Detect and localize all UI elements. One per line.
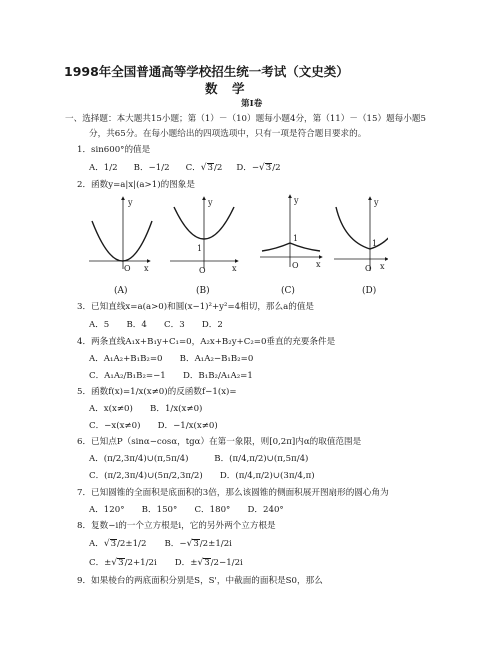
q1-stem: 1．sin600°的值是 — [77, 145, 151, 155]
q8-option-b: B．−√3/2±1/2i — [164, 539, 232, 549]
q2-label-c: (C) — [281, 286, 295, 296]
q8-option-a: A．√3/2±1/2 — [89, 539, 147, 549]
q2-graph-b-x-label: x — [232, 264, 237, 273]
volume-label: 第Ⅰ卷 — [241, 99, 263, 109]
q2-graph-b-one: 1 — [197, 244, 203, 253]
instructions-line-1: 一、选择题：本大题共15小题；第（1）－（10）题每小题4分，第（11）－（15）题每小题5 — [65, 114, 426, 124]
q6-options-line-1: A．(π/2,3π/4)∪(π,5π/4) B．(π/4,π/2)∪(π,5π/4) — [89, 454, 309, 464]
q2-graph-d-y-label: y — [374, 198, 379, 207]
q1-options — [89, 163, 281, 174]
q2-graph-c — [260, 195, 322, 296]
q2-graph-options — [88, 193, 388, 298]
q9-stem: 9．如果棱台的两底面积分别是S，S'，中截面的面积是S0，那么 — [77, 576, 323, 586]
q2-graph-d-x-label: x — [380, 262, 385, 271]
q1-option-c: C．√3/2 — [185, 163, 223, 173]
q2-graph-a-origin: O — [124, 264, 131, 273]
q5-options-line-2: C．−x(x≠0) D．−1/x(x≠0) — [89, 421, 218, 431]
q2-graph-b-y-label: y — [208, 198, 213, 207]
q3-options: A．5 B．4 C．3 D．2 — [89, 320, 223, 330]
q5-stem: 5．函数f(x)=1/x(x≠0)的反函数f−1(x)= — [77, 387, 237, 397]
q2-stem: 2．函数y=a|x|(a>1)的图象是 — [77, 180, 195, 190]
instructions-line-2: 分，共65分。在每小题给出的四项选项中，只有一项是符合题目要求的。 — [89, 129, 367, 139]
q3-stem: 3．已知直线x=a(a>0)和圆(x−1)²+y²=4相切，那么a的值是 — [77, 302, 315, 312]
q2-graph-c-x-label: x — [316, 260, 321, 269]
q8-option-c: C．±√3/2+1/2i — [89, 558, 157, 568]
q2-label-b: (B) — [196, 286, 210, 296]
subject-heading: 数 学 — [205, 81, 246, 96]
exam-title: 1998年全国普通高等学校招生统一考试（文史类） — [64, 64, 349, 79]
q4-options-line-2: C．A₁A₂/B₁B₂=−1 D．B₁B₂/A₁A₂=1 — [89, 371, 253, 381]
q8-options-line-1 — [89, 539, 232, 550]
q6-stem: 6．已知点P（sinα−cosα，tgα）在第一象限，则[0,2π]内α的取值范围是 — [77, 437, 362, 447]
q6-options-line-2: C．(π/2,3π/4)∪(5π/2,3π/2) D．(π/4,π/2)∪(3π/4,π) — [89, 471, 315, 481]
q2-graph-b-origin: O — [199, 266, 206, 275]
q2-label-a: (A) — [114, 286, 128, 296]
q2-graph-d-one: 1 — [372, 239, 378, 248]
q4-options-line-1: A．A₁A₂+B₁B₂=0 B．A₁A₂−B₁B₂=0 — [89, 354, 254, 364]
q2-graph-b — [170, 197, 238, 296]
q2-graph-a — [89, 197, 152, 296]
q2-label-d: (D) — [362, 286, 377, 296]
q8-stem: 8．复数−i的一个立方根是i，它的另外两个立方根是 — [77, 521, 276, 531]
q5-options-line-1: A．x(x≠0) B．1/x(x≠0) — [89, 404, 203, 414]
q1-option-b: B．−1/2 — [133, 163, 170, 173]
q2-graph-c-y-label: y — [294, 196, 299, 205]
q2-graph-a-y-label: y — [128, 198, 133, 207]
q2-graph-d — [334, 197, 388, 296]
q8-option-d: D．±√3/2−1/2i — [174, 558, 243, 568]
q7-stem: 7．已知圆锥的全面积是底面积的3倍，那么该圆锥的侧面积展开图扇形的圆心角为 — [77, 488, 389, 498]
q7-options: A．120° B．150° C．180° D．240° — [89, 505, 284, 515]
q4-stem: 4．两条直线A₁x+B₁y+C₁=0，A₂x+B₂y+C₂=0垂直的充要条件是 — [77, 337, 336, 347]
q8-options-line-2 — [89, 558, 243, 569]
q1-option-a: A．1/2 — [89, 163, 118, 173]
q1-option-d: D．−√3/2 — [236, 163, 281, 173]
q2-graph-d-origin: O — [365, 264, 372, 273]
q2-graph-a-x-label: x — [144, 264, 149, 273]
q2-graph-c-origin: O — [292, 261, 299, 270]
q2-graph-c-one: 1 — [293, 234, 299, 243]
